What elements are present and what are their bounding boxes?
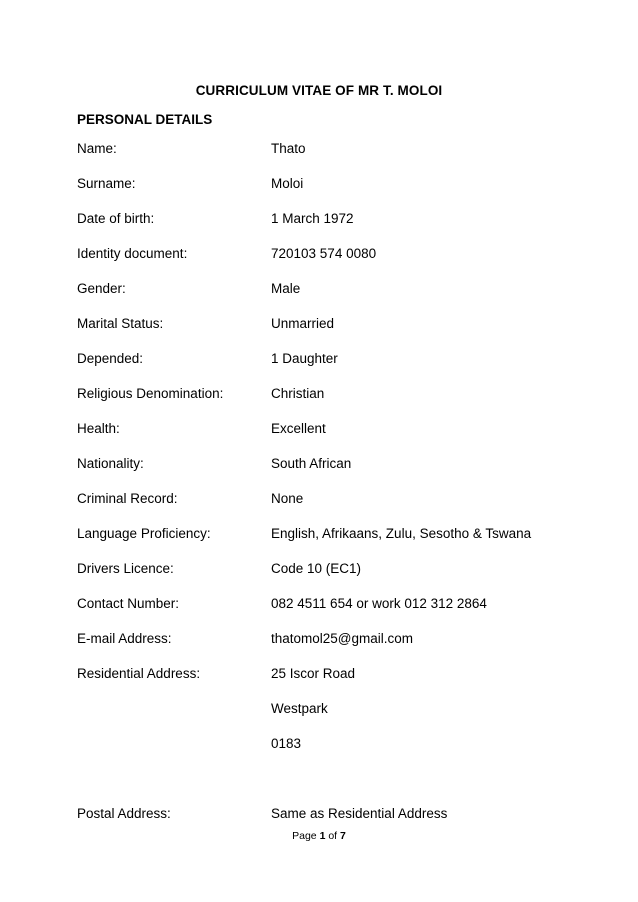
- footer-page-number: 1: [319, 830, 326, 842]
- field-label: Postal Address:: [77, 806, 171, 821]
- field-value: Male: [271, 281, 301, 296]
- field-row-depended: [0, 351, 638, 369]
- field-value: 1 March 1972: [271, 211, 354, 226]
- field-value: 0183: [271, 736, 302, 751]
- field-value: 1 Daughter: [271, 351, 338, 366]
- field-label: Criminal Record:: [77, 491, 178, 506]
- field-row-drivers-licence: [0, 561, 638, 579]
- field-value: English, Afrikaans, Zulu, Sesotho & Tswana: [271, 526, 532, 541]
- field-row-language-proficiency: [0, 526, 638, 544]
- field-row-name: [0, 141, 638, 159]
- field-value: Westpark: [271, 701, 328, 716]
- field-value: South African: [271, 456, 352, 471]
- field-label: Gender:: [77, 281, 126, 296]
- field-row-criminal-record: [0, 491, 638, 509]
- document-title: CURRICULUM VITAE OF MR T. MOLOI: [195, 83, 443, 98]
- field-value: 720103 574 0080: [271, 246, 377, 261]
- field-label: Drivers Licence:: [77, 561, 174, 576]
- footer-page-total: 7: [340, 830, 346, 842]
- field-label: Surname:: [77, 176, 136, 191]
- field-label: Nationality:: [77, 456, 144, 471]
- field-value: Code 10 (EC1): [271, 561, 362, 576]
- field-label: Date of birth:: [77, 211, 155, 226]
- field-row-date-of-birth: [0, 211, 638, 229]
- field-value: Excellent: [271, 421, 326, 436]
- field-row-residential-address-line-3: [0, 736, 638, 754]
- field-label: Name:: [77, 141, 117, 156]
- page-footer: [0, 830, 638, 842]
- field-row-postal-address: [0, 806, 638, 824]
- footer-page-word: Page: [292, 830, 317, 842]
- field-row-health: [0, 421, 638, 439]
- field-label: Residential Address:: [77, 666, 201, 681]
- field-label: E-mail Address:: [77, 631, 172, 646]
- field-label: Religious Denomination:: [77, 386, 224, 401]
- footer-of-word: of: [328, 830, 338, 842]
- field-value: Thato: [271, 141, 306, 156]
- field-value: Christian: [271, 386, 325, 401]
- field-label: Language Proficiency:: [77, 526, 211, 541]
- field-label: Health:: [77, 421, 120, 436]
- section-heading-personal-details: PERSONAL DETAILS: [77, 112, 213, 127]
- field-label: Identity document:: [77, 246, 188, 261]
- field-value: None: [271, 491, 304, 506]
- field-value: 25 Iscor Road: [271, 666, 356, 681]
- field-row-contact-number: [0, 596, 638, 614]
- field-value: thatomol25@gmail.com: [271, 631, 414, 646]
- field-row-identity-document: [0, 246, 638, 264]
- field-row-surname: [0, 176, 638, 194]
- field-row-email-address: [0, 631, 638, 649]
- field-row-marital-status: [0, 316, 638, 334]
- field-row-gender: [0, 281, 638, 299]
- field-label: Marital Status:: [77, 316, 164, 331]
- field-label: Contact Number:: [77, 596, 180, 611]
- field-value: Unmarried: [271, 316, 335, 331]
- field-value: 082 4511 654 or work 012 312 2864: [271, 596, 487, 611]
- field-label: Depended:: [77, 351, 144, 366]
- field-row-residential-address-line-2: [0, 701, 638, 719]
- field-row-nationality: [0, 456, 638, 474]
- field-row-religious-denomination: [0, 386, 638, 404]
- field-row-residential-address: [0, 666, 638, 684]
- field-value: Same as Residential Address: [271, 806, 448, 821]
- field-value: Moloi: [271, 176, 304, 191]
